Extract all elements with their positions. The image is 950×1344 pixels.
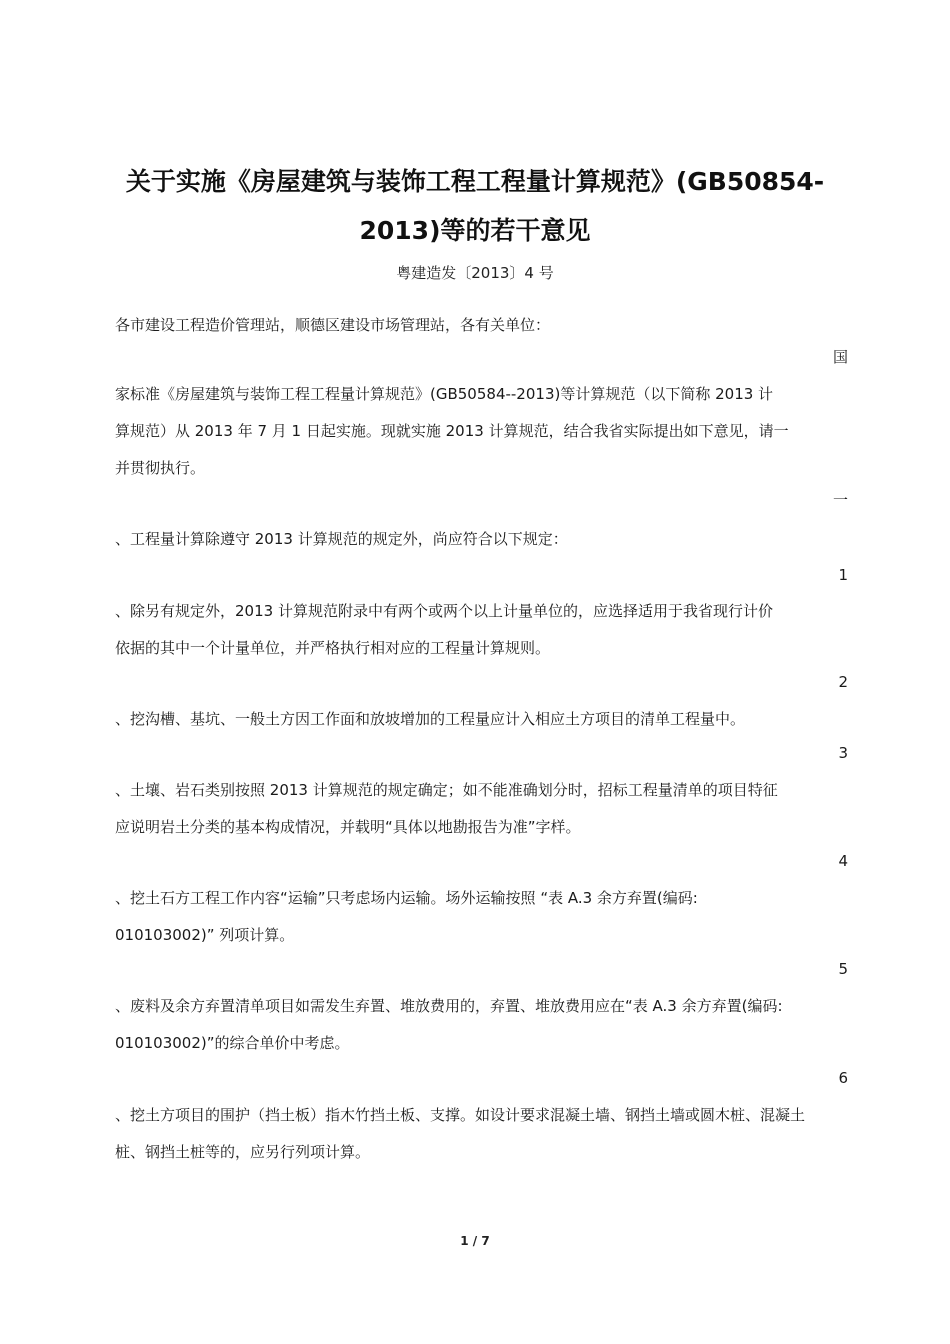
item-4-line: 010103002)” 列项计算。	[115, 926, 295, 944]
item-2-marker: 2	[838, 673, 848, 691]
section-one-line: 、工程量计算除遵守 2013 计算规范的规定外，尚应符合以下规定：	[115, 530, 568, 548]
item-3-line: 、土壤、岩石类别按照 2013 计算规范的规定确定；如不能准确划分时，招标工程量清单的项目特征	[115, 781, 778, 799]
addressee-line: 各市建设工程造价管理站，顺德区建设市场管理站，各有关单位：	[115, 316, 551, 334]
item-6-line: 桩、钢挡土桩等的，应另行列项计算。	[115, 1143, 371, 1161]
item-5-marker: 5	[838, 960, 848, 978]
intro-line: 并贯彻执行。	[115, 459, 206, 477]
item-6-line: 、挖土方项目的围护（挡土板）指木竹挡土板、支撑。如设计要求混凝土墙、钢挡土墙或圆木桩、混凝土	[115, 1106, 806, 1124]
item-5-line: 010103002)”的综合单价中考虑。	[115, 1034, 350, 1052]
item-1-marker: 1	[838, 566, 848, 584]
item-1-line: 依据的其中一个计量单位，并严格执行相对应的工程量计算规则。	[115, 639, 551, 657]
intro-marker: 国	[832, 348, 848, 366]
item-4-line: 、挖土石方工程工作内容“运输”只考虑场内运输。场外运输按照 “表 A.3 余方弃置(编码:	[115, 889, 698, 907]
item-5-line: 、废料及余方弃置清单项目如需发生弃置、堆放费用的，弃置、堆放费用应在“表 A.3 余方弃置(编码:	[115, 997, 783, 1015]
item-2-line: 、挖沟槽、基坑、一般土方因工作面和放坡增加的工程量应计入相应土方项目的清单工程量中。	[115, 710, 746, 728]
section-one-marker: 一	[832, 491, 848, 509]
intro-line: 算规范）从 2013 年 7 月 1 日起实施。现就实施 2013 计算规范，结合我省实际提出如下意见，请一	[115, 422, 789, 440]
document-number: 粤建造发〔2013〕4 号	[396, 264, 554, 282]
intro-line: 家标准《房屋建筑与装饰工程工程量计算规范》(GB50584--2013)等计算规范（以下简称 2013 计	[115, 385, 774, 403]
item-3-line: 应说明岩土分类的基本构成情况，并载明“具体以地勘报告为准”字样。	[115, 818, 581, 836]
item-4-marker: 4	[838, 852, 848, 870]
item-1-line: 、除另有规定外，2013 计算规范附录中有两个或两个以上计量单位的，应选择适用于我省现行计价	[115, 602, 773, 620]
item-6-marker: 6	[838, 1069, 848, 1087]
page-indicator: 1 / 7	[460, 1234, 490, 1248]
item-3-marker: 3	[838, 744, 848, 762]
document-title-line-1: 关于实施《房屋建筑与装饰工程工程量计算规范》(GB50854-	[125, 167, 825, 196]
document-title-line-2: 2013)等的若干意见	[359, 216, 591, 245]
